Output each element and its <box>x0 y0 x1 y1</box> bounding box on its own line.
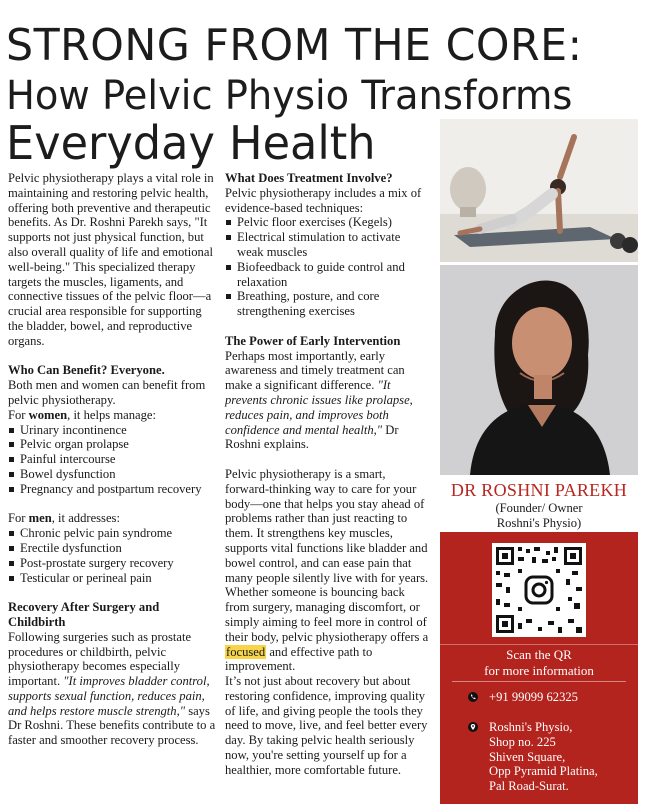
address-line: Shop no. 225 <box>489 734 556 749</box>
women-intro: For women, it helps manage: <box>8 407 156 422</box>
portrait-illustration <box>440 265 638 475</box>
list-item: Bowel dysfunction <box>8 467 218 482</box>
list-item: Erectile dysfunction <box>8 541 218 556</box>
address-line: Pal Road-Surat. <box>489 779 569 794</box>
smart-paragraph: Pelvic physiotherapy is a smart, forward-thinking way to care for your body—one that helps you stay ahead of problems rather than just reacting to them. It strengthens key muscles, supports vital functions like bladder and bowel control, and can ease pain that many people silently live with for years. Whether someone is bouncing back from surgery, managing discomfort, or simply aiming to feel more in control of their body, pelvic physiotherapy offers a focused and effective path to improvement. <box>225 466 429 674</box>
doctor-portrait <box>440 265 638 475</box>
article-column-2 <box>225 171 430 778</box>
treatment-heading: What Does Treatment Involve? <box>225 171 393 185</box>
list-item: Pelvic organ prolapse <box>8 437 218 452</box>
qr-code-graphic <box>492 543 586 637</box>
phone-row[interactable] <box>470 690 578 705</box>
closing-paragraph: It’s not just about recovery but about restoring confidence, improving quality of life, and giving people the tools they need to move, live, and feel better every day. By taking pelvic health seriously now, you're setting yourself up for a healthier, more comfortable future. <box>225 674 428 777</box>
doctor-role: (Founder/ Owner Roshni's Physio) <box>495 501 583 530</box>
men-list <box>8 526 218 585</box>
phone-number[interactable]: +91 99099 62325 <box>489 690 578 704</box>
recovery-paragraph: Following surgeries such as prostate procedures or childbirth, pelvic physiotherapy becomes especially important. "It improves bladder control, supports sexual function, reduces pain, and helps restore muscle strength," says Dr Roshni. These benefits contribute to a faster and smoother recovery process. <box>8 629 216 748</box>
list-item: Urinary incontinence <box>8 423 218 438</box>
headline-line-2: How Pelvic Physio Transforms <box>6 73 573 119</box>
doctor-name: DR ROSHNI PAREKH <box>450 480 628 500</box>
divider <box>452 681 626 682</box>
list-item: Testicular or perineal pain <box>8 571 218 586</box>
article-column-1 <box>8 171 218 748</box>
benefit-text: Both men and women can benefit from pelvic physiotherapy. <box>8 378 206 407</box>
address <box>470 720 630 794</box>
scan-qr-text: Scan the QR for more information <box>440 644 638 679</box>
women-list <box>8 423 218 497</box>
list-item: Biofeedback to guide control and relaxation <box>225 260 430 290</box>
location-pin-icon <box>468 722 478 732</box>
men-intro: For men, it addresses: <box>8 511 120 526</box>
headline-line-1: STRONG FROM THE CORE: <box>6 20 583 71</box>
treatment-text: Pelvic physiotherapy includes a mix of evidence-based techniques: <box>225 185 422 215</box>
treatment-list <box>225 215 430 319</box>
qr-code[interactable] <box>492 543 586 637</box>
early-paragraph: Perhaps most importantly, early awareness and timely treatment can make a significant difference. "It prevents chronic issues like prolapse, reduces pain, and improves both confidence and mental health," Dr Roshni explains. <box>225 348 413 452</box>
list-item: Breathing, posture, and core strengthening exercises <box>225 289 430 319</box>
intro-paragraph: Pelvic physiotherapy plays a vital role in maintaining and restoring pelvic health, offering both preventive and therapeutic benefits. As Dr. Roshni Parekh says, "It supports not just physical function, but also overall quality of life and emotional well-being." This specialized therapy targets the muscles, ligaments, and connective tissues of the pelvic floor—a crucial area responsible for supporting the bladder, bowel, and reproductive organs. <box>8 171 214 348</box>
contact-panel <box>440 532 638 804</box>
highlighted-word: focused <box>226 644 266 659</box>
early-heading: The Power of Early Intervention <box>225 333 401 348</box>
exercise-illustration <box>440 119 638 262</box>
list-item: Electrical stimulation to activate weak muscles <box>225 230 430 260</box>
phone-icon <box>468 692 478 702</box>
list-item: Pelvic floor exercises (Kegels) <box>225 215 430 230</box>
recovery-heading: Recovery After Surgery and Childbirth <box>8 600 160 629</box>
list-item: Painful intercourse <box>8 452 218 467</box>
exercise-photo <box>440 119 638 262</box>
address-line: Opp Pyramid Platina, <box>489 764 598 779</box>
list-item: Pregnancy and postpartum recovery <box>8 482 218 497</box>
address-line: Roshni's Physio, <box>489 720 573 734</box>
list-item: Chronic pelvic pain syndrome <box>8 526 218 541</box>
list-item: Post-prostate surgery recovery <box>8 556 218 571</box>
address-line: Shiven Square, <box>489 749 566 764</box>
headline-line-3: Everyday Health <box>6 116 376 170</box>
benefit-heading: Who Can Benefit? Everyone. <box>8 363 165 378</box>
